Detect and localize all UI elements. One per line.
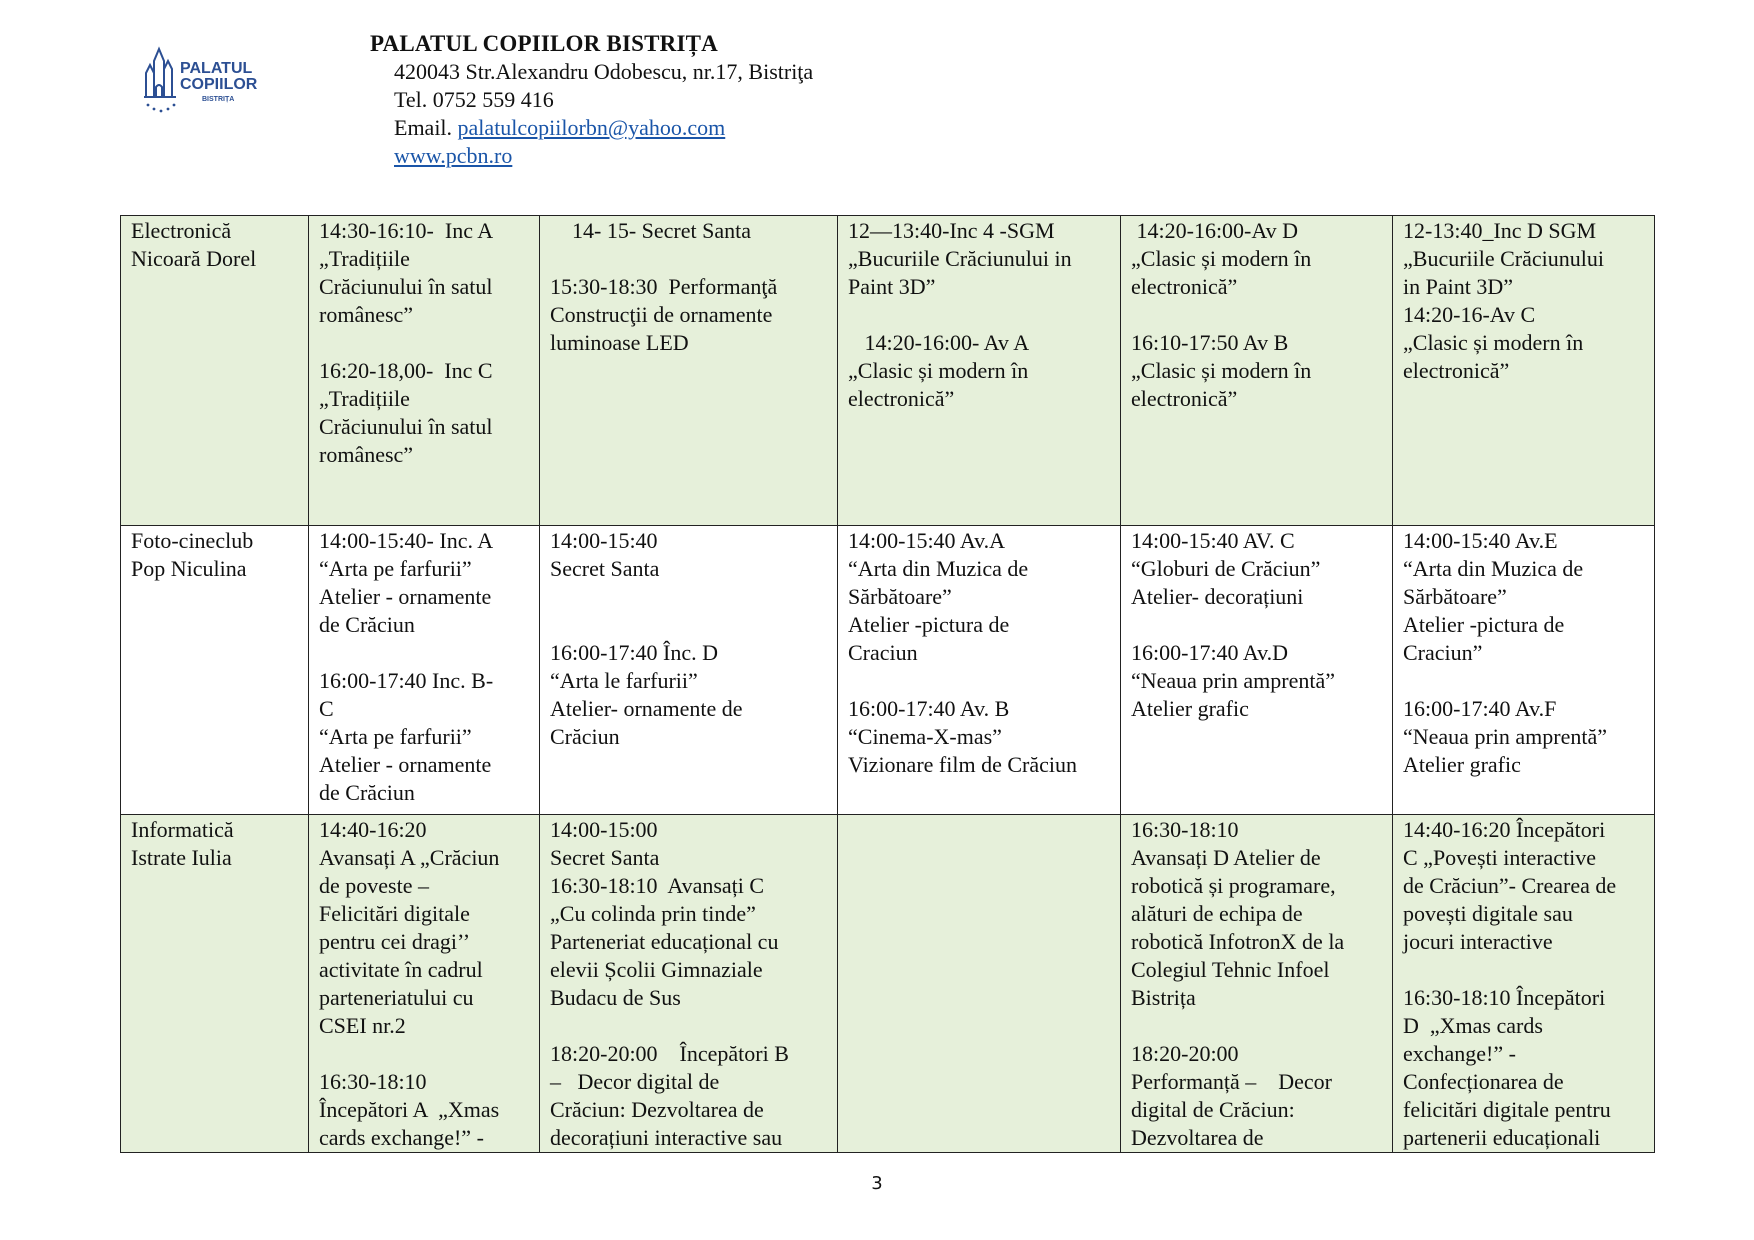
table-cell-department: Electronică Nicoară Dorel	[121, 216, 309, 526]
phone-number: 0752 559 416	[432, 87, 554, 112]
address-line: 420043 Str.Alexandru Odobescu, nr.17, Bistriţa	[394, 59, 814, 84]
table-cell: 14:00-15:40 Av.A “Arta din Muzica de Sărbătoare” Atelier -pictura de Craciun 16:00-17:40 Av. B “Cinema-X-mas” Vizionare film de Crăciun	[838, 526, 1121, 815]
website-link[interactable]: www.pcbn.ro	[394, 143, 513, 168]
table-row	[121, 216, 1655, 526]
table-cell: 14:20-16:00-Av D „Clasic și modern în electronică” 16:10-17:50 Av B „Clasic și modern în electronică”	[1121, 216, 1393, 526]
table-cell: 12—13:40-Inc 4 -SGM „Bucuriile Crăciunului in Paint 3D” 14:20-16:00- Av A „Clasic și modern în electronică”	[838, 216, 1121, 526]
logo-text-line1: PALATUL	[180, 60, 253, 77]
table-cell: 14:40-16:20 Începători C „Povești interactive de Crăciun”- Crearea de povești digitale sau jocuri interactive 16:30-18:10 Începători D „Xmas cards exchange!” - Confecționarea de felicitări digitale pentru partenerii educaționali	[1393, 815, 1655, 1153]
website-line	[370, 142, 813, 170]
table-cell: 14- 15- Secret Santa 15:30-18:30 Performanţă Construcţii de ornamente luminoase LED	[540, 216, 838, 526]
email-label: Email.	[394, 115, 458, 140]
table-cell: 12-13:40_Inc D SGM „Bucuriile Crăciunului in Paint 3D” 14:20-16-Av C „Clasic și modern în electronică”	[1393, 216, 1655, 526]
table-cell-department: Informatică Istrate Iulia	[121, 815, 309, 1153]
table-cell: 14:40-16:20 Avansați A „Crăciun de poveste – Felicitări digitale pentru cei dragi’’ activitate în cadrul parteneriatului cu CSEI nr.2 16:30-18:10 Începători A „Xmas cards exchange!” -	[309, 815, 540, 1153]
table-cell: 14:30-16:10- Inc A „Tradițiile Crăciunului în satul românesc” 16:20-18,00- Inc C „Tradițiile Crăciunului în satul românesc”	[309, 216, 540, 526]
table-cell: 14:00-15:40 Secret Santa 16:00-17:40 Înc. D “Arta le farfurii” Atelier- ornamente de Crăciun	[540, 526, 838, 815]
table-cell: 14:00-15:40- Inc. A “Arta pe farfurii” Atelier - ornamente de Crăciun 16:00-17:40 Inc. B- C “Arta pe farfurii” Atelier - ornamente de Crăciun	[309, 526, 540, 815]
phone-line	[370, 86, 813, 114]
page-number: 3	[871, 1173, 883, 1194]
email-line	[370, 114, 813, 142]
logo-text-line3: BISTRIȚA	[202, 96, 235, 103]
phone-label: Tel.	[394, 87, 433, 112]
letterhead	[370, 30, 813, 170]
email-link[interactable]: palatulcopiilorbn@yahoo.com	[457, 115, 726, 140]
table-cell	[838, 815, 1121, 1153]
table-cell-department: Foto-cineclub Pop Niculina	[121, 526, 309, 815]
organization-name: PALATUL COPIILOR BISTRIȚA	[370, 31, 718, 56]
table-cell: 14:00-15:40 AV. C “Globuri de Crăciun” Atelier- decorațiuni 16:00-17:40 Av.D “Neaua prin amprentă” Atelier grafic	[1121, 526, 1393, 815]
table-cell: 16:30-18:10 Avansați D Atelier de robotică și programare, alături de echipa de robotică InfotronX de la Colegiul Tehnic Infoel Bistrița 18:20-20:00 Performanță – Decor digital de Crăciun: Dezvoltarea de	[1121, 815, 1393, 1153]
table-row	[121, 815, 1655, 1153]
palace-castle-icon	[140, 45, 265, 115]
table-row	[121, 526, 1655, 815]
schedule-table	[120, 215, 1655, 1153]
table-cell: 14:00-15:40 Av.E “Arta din Muzica de Sărbătoare” Atelier -pictura de Craciun” 16:00-17:40 Av.F “Neaua prin amprentă” Atelier grafic	[1393, 526, 1655, 815]
logo-text-line2: COPIILOR	[180, 76, 258, 93]
table-cell: 14:00-15:00 Secret Santa 16:30-18:10 Avansați C „Cu colinda prin tinde” Parteneriat educațional cu elevii Școlii Gimnaziale Budacu de Sus 18:20-20:00 Începători B – Decor digital de Crăciun: Dezvoltarea de decorațiuni interactive sau	[540, 815, 838, 1153]
palatul-copiilor-logo	[140, 45, 265, 115]
